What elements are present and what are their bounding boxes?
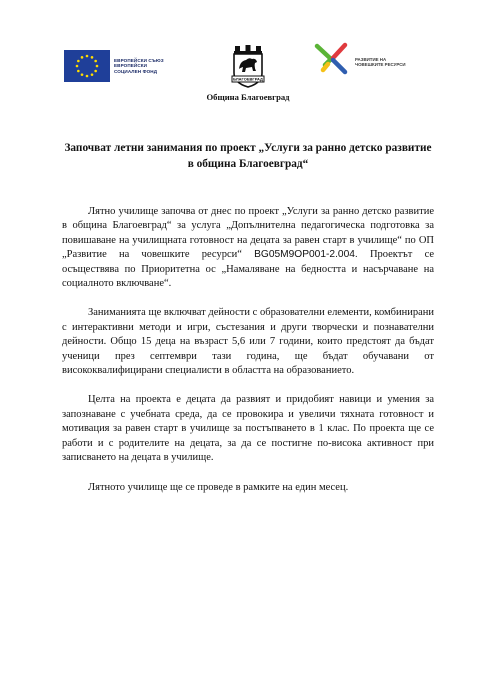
eu-star-icon	[77, 70, 80, 73]
human-resources-programme-icon	[313, 42, 353, 76]
municipality-name: Община Благоевград	[206, 92, 290, 102]
eu-star-icon	[94, 70, 97, 73]
document-body	[62, 205, 434, 510]
eu-star-icon	[81, 73, 84, 76]
eu-star-icon	[86, 75, 89, 78]
document-header	[0, 0, 494, 120]
eu-flag-icon	[64, 50, 110, 82]
paragraph-1-priority: Проектът се осъществява по Приоритетна ос „Намаляване на бедността и насърчаване на социалното включване“.	[62, 249, 435, 290]
paragraph-1-intro: Лятно училище започва от днес по проект „Услуги за ранно детско развитие в община Благоевград“ за услуга „Допълнителна педагогическа подготовка за повишаване на училищната готовност на децата за равен старт в училище“ по ОП „Развитие на човешките ресурси“	[62, 206, 434, 261]
municipality-crest	[203, 45, 293, 102]
eu-logo-line: СОЦИАЛЕН ФОНД	[114, 68, 158, 74]
crest-banner-text: БЛАГОЕВГРАД	[233, 76, 263, 82]
project-code: BG05M9OP001-2.004.	[254, 249, 358, 261]
paragraph-3: Целта на проекта е децата да развият и придобият навици и умения за запознаване с учебната среда, да се провокира и увеличи тяхната готовност и мотивация за равен старт в училище за постъпването в 1 клас. По проекта ще се работи и с родителите на децата, за да се постигне по-висока активност при записването на децата в училище.	[62, 394, 434, 464]
eu-star-icon	[91, 56, 94, 59]
eu-star-icon	[86, 55, 89, 58]
eu-logo-line: ЕВРОПЕЙСКИ СЪЮЗ	[114, 57, 164, 63]
paragraph-2: Заниманията ще включват дейности с образователни елементи, комбинирани с интерактивни методи и игри, състезания и други творчески и познавателни дейности. Общо 15 деца на възраст 5,6 или 7 години, които предстоят да бъдат ученици през септември тази година, ще бъдат обучавани от висококвалифицирани специалисти в областта на образованието.	[62, 307, 434, 377]
eu-star-icon	[94, 60, 97, 63]
eu-star-icon	[77, 60, 80, 63]
eu-star-icon	[76, 65, 79, 68]
eu-star-icon	[81, 56, 84, 59]
eu-logo-line: ЕВРОПЕЙСКИ	[114, 63, 148, 69]
blagoevgrad-crest-icon	[231, 45, 265, 89]
eu-logo	[64, 50, 164, 82]
programme-logo-text	[355, 57, 406, 67]
programme-logo	[313, 42, 406, 76]
programme-logo-line: РАЗВИТИЕ НА	[355, 56, 387, 62]
eu-star-icon	[91, 73, 94, 76]
document-title: Започват летни занимания по проект „Услуги за ранно детско развитие в община Благоевград“	[64, 142, 432, 170]
eu-star-icon	[96, 65, 99, 68]
programme-logo-line: ЧОВЕШКИТЕ РЕСУРСИ	[355, 62, 406, 67]
paragraph-1	[62, 205, 434, 291]
eu-logo-text	[114, 58, 164, 74]
paragraph-4: Лятното училище ще се проведе в рамките на един месец.	[88, 481, 349, 493]
